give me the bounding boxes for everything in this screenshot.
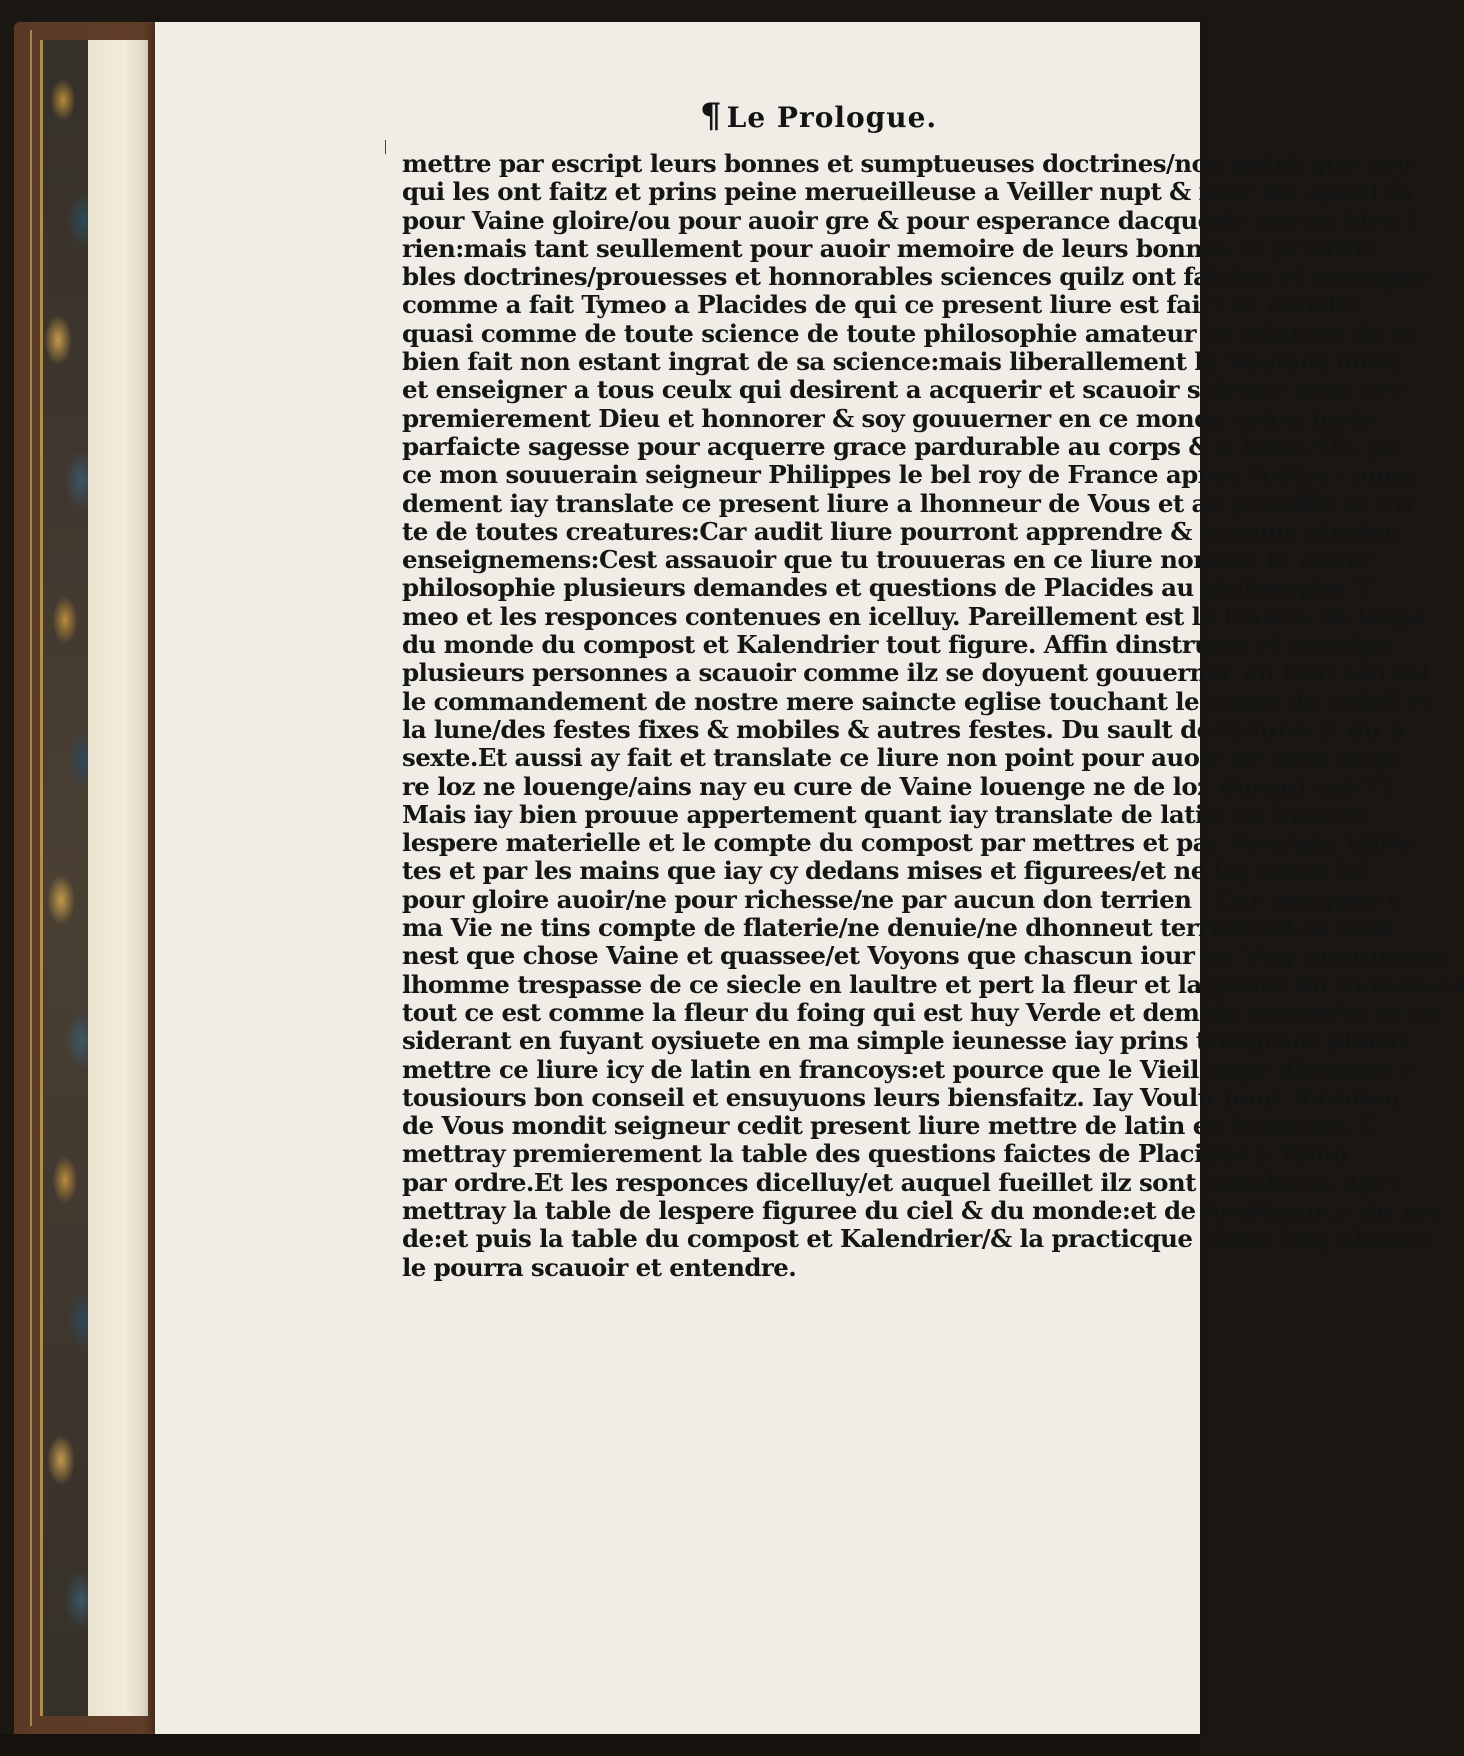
page-header: [700, 96, 937, 136]
pilcrow-mark: ¶: [700, 96, 723, 136]
text-line: lhomme trespasse de ce siecle en laultre et pert la fleur et la gloire du monde:ca: [402, 969, 1464, 999]
text-line: et enseigner a tous ceulx qui desirent a acquerir et scauoir science pour ser: [402, 375, 1403, 405]
text-line: la lune/des festes fixes & mobiles & autres festes. Du sault de la lune & du b: [402, 714, 1406, 744]
text-line: mettre par escript leurs bonnes et sumptueuses doctrines/non point que ceu: [402, 149, 1413, 178]
text-line: le pourra scauoir et entendre.: [402, 1252, 797, 1282]
text-line: mettray premierement la table des questions faictes de Placides a Tymo: [402, 1139, 1349, 1169]
text-line: par ordre.Et les responces dicelluy/et auquel fueillet ilz sont couchees. Apre: [402, 1167, 1404, 1197]
text-line: siderant en fuyant oysiuete en ma simple ieunesse iay prins tresgrant plaisir: [402, 1026, 1411, 1056]
text-line: mettre ce liure icy de latin en francoys:et pource que le Vieil aage dhomme e: [402, 1054, 1415, 1084]
text-line: nest que chose Vaine et quassee/et Voyons que chascun iour en Vng mouuemen: [402, 941, 1451, 971]
text-line: dement iay translate ce present liure a lhonneur de Vous et au prouffit et Vti: [402, 488, 1413, 518]
text-line: Mais iay bien prouue appertement quant iay translate de latin en francoy: [402, 799, 1368, 829]
flyleaf-edge: [88, 40, 148, 1716]
text-line: re loz ne louenge/ains nay eu cure de Vaine louenge ne de loz durant ma Vi: [402, 771, 1391, 801]
running-title: Le Prologue.: [726, 101, 938, 134]
text-line: philosophie plusieurs demandes et questions de Placides au philosophe T: [402, 573, 1372, 603]
text-line: plusieurs personnes a scauoir comme ilz se doyuent gouuerner en tout lan sel: [402, 658, 1431, 688]
text-line: parfaicte sagesse pour acquerre grace pardurable au corps & a lame.¶Et po: [402, 431, 1398, 461]
text-line: bien fait non estant ingrat de sa science:mais liberallement la Voulant mõst: [402, 347, 1401, 377]
text-line: pour gloire auoir/ne pour richesse/ne par aucun don terrien : Car oncques e: [402, 884, 1403, 914]
text-line: du monde du compost et Kalendrier tout figure. Affin dinstruire et enseign: [402, 630, 1392, 660]
text-line: ce mon souuerain seigneur Philippes le bel roy de France apres Vostre comm: [402, 460, 1418, 490]
text-line: pour Vaine gloire/ou pour auoir gre & pour esperance dacquerir aucun bien t: [402, 205, 1420, 235]
text-line: qui les ont faitz et prins peine merueilleuse a Veiller nupt & iour les apent fa: [402, 177, 1414, 207]
text-line: lespere materielle et le compte du compost par mettres et par Vers/par table: [402, 828, 1412, 858]
text-line: sexte.Et aussi ay fait et translate ce liure non point pour auoir ne pour acqu: [402, 743, 1402, 773]
text-line: comme a fait Tymeo a Placides de qui ce present liure est faict et constit: [402, 290, 1358, 320]
printer-mark: [385, 140, 386, 154]
text-line: bles doctrines/prouesses et honnorables sciences quilz ont faictes et enseigne: [402, 262, 1430, 292]
text-line: tousiours bon conseil et ensuyuons leurs biensfaitz. Iay Voulu pour lhonneu: [402, 1082, 1401, 1112]
text-line: te de toutes creatures:Car audit liure pourront apprendre & scauoir plusieu: [402, 516, 1401, 546]
bottom-shadow: [0, 1734, 1200, 1756]
text-line: de Vous mondit seigneur cedit present liure mettre de latin en francoys. C: [402, 1111, 1380, 1141]
text-line: meo et les responces contenues en icelluy. Pareillement est le traicte de lespe: [402, 601, 1427, 631]
text-line: tout ce est comme la fleur du foing qui est huy Verde et demain seiche/et ce co: [402, 997, 1442, 1027]
text-line: mettray la table de lespere figuree du ciel & du monde:et de lordõnance du mo: [402, 1195, 1443, 1225]
text-line: premierement Dieu et honnorer & soy gouuerner en ce monde selon iuste: [402, 403, 1377, 433]
text-line: tes et par les mains que iay cy dedans mises et figurees/et ne lay point fai: [402, 856, 1370, 886]
text-line: rien:mais tant seullement pour auoir memoire de leurs bonnes et prouffit: [402, 233, 1374, 263]
prologue-text-block: [402, 149, 1464, 1290]
text-line: enseignemens:Cest assauoir que tu trouueras en ce liure nomme le cueur: [402, 545, 1375, 575]
text-line: ma Vie ne tins compte de flaterie/ne denuie/ne dhonneut terrestre:Car tout: [402, 913, 1394, 943]
gilt-border-line: [30, 30, 32, 1726]
text-line: le commandement de nostre mere saincte eglise touchant le cours du soleil et: [402, 686, 1433, 716]
text-line: quasi comme de toute science de toute philosophie amateur et zelateur de to: [402, 318, 1419, 348]
text-line: de:et puis la table du compost et Kalendrier/& la practicque cõme Vng chascu: [402, 1224, 1431, 1254]
